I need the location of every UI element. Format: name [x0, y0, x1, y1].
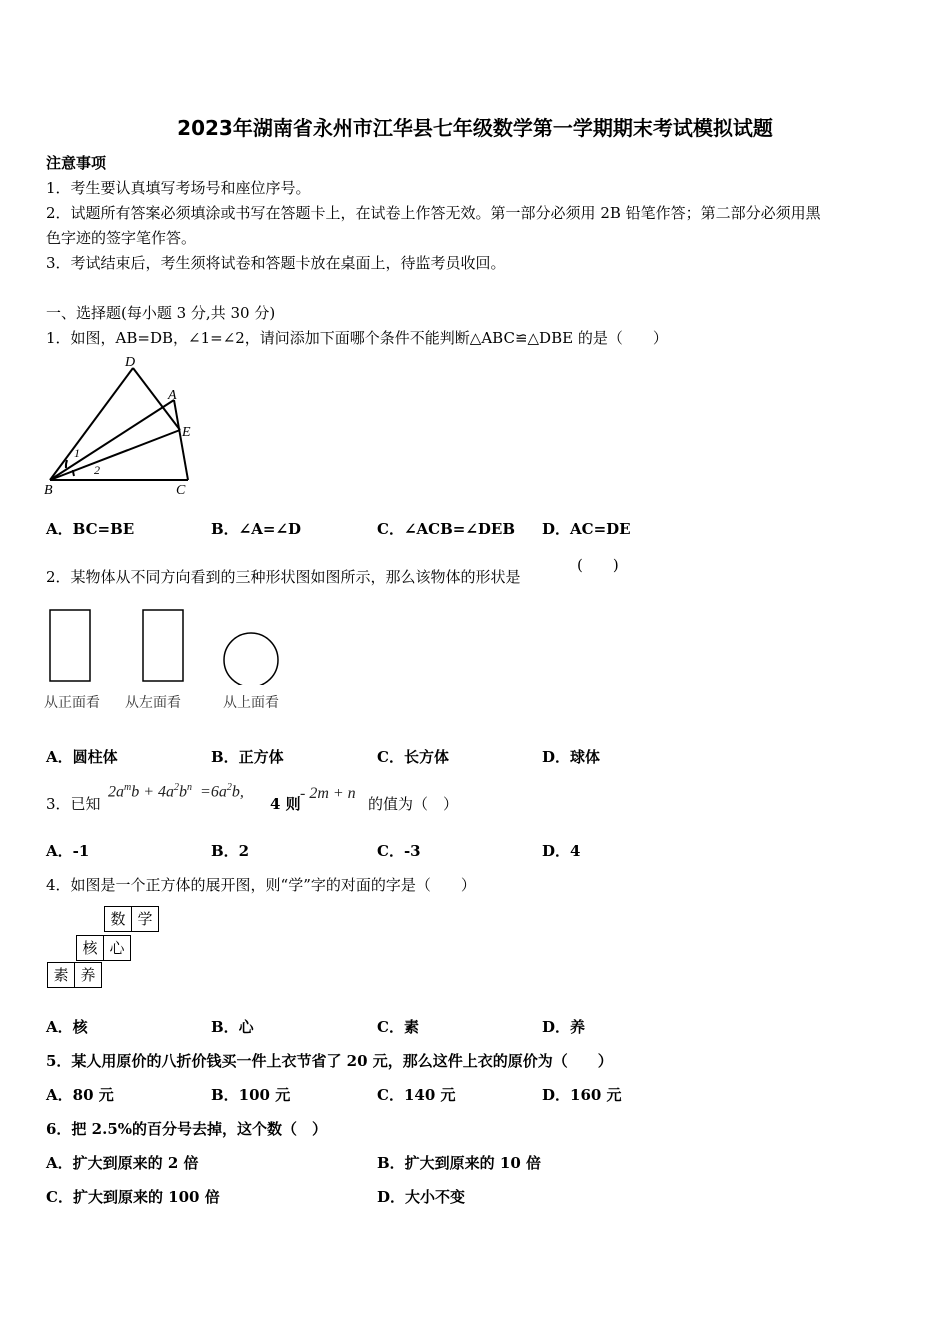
net-cell: 养	[74, 962, 102, 988]
net-cell: 心	[103, 935, 131, 961]
label-b: B	[44, 483, 53, 498]
option: A．-1	[46, 842, 90, 860]
option: D．大小不变	[377, 1188, 466, 1206]
label-d: D	[125, 355, 136, 370]
option: C．-3	[377, 842, 421, 860]
question-1-text: 1．如图，AB=DB，∠1=∠2，请问添加下面哪个条件不能判断△ABC≌△DBE 的是（ ）	[46, 329, 668, 347]
view-label: 从左面看	[125, 695, 181, 711]
label-c: C	[176, 483, 186, 498]
question-3-formula: $2a^mb + 4a^2b^n =6a^2b$,	[108, 782, 244, 801]
option: B．心	[211, 1018, 254, 1036]
front-view-rect	[50, 610, 90, 681]
net-cell: 素	[47, 962, 75, 988]
net-cell: 数	[104, 906, 132, 932]
option: C．长方体	[377, 748, 449, 766]
question-3-expr: - 2m + n	[300, 785, 356, 802]
notice-item: 1．考生要认真填写考场号和座位序号。	[46, 179, 311, 197]
question-3-suffix: 的值为（ ）	[368, 795, 459, 813]
notice-item: 3．考试结束后，考生须将试卷和答题卡放在桌面上，待监考员收回。	[46, 254, 506, 272]
three-views-figure	[44, 605, 294, 685]
question-3-prefix: 3．已知	[46, 795, 101, 813]
page-title: 2023年湖南省永州市江华县七年级数学第一学期期末考试模拟试题	[177, 116, 773, 140]
option: C．素	[377, 1018, 419, 1036]
question-6-text: 6．把 2.5%的百分号去掉，这个数（ ）	[46, 1120, 328, 1138]
option: B．100 元	[211, 1086, 291, 1104]
question-2-text: 2．某物体从不同方向看到的三种形状图如图所示，那么该物体的形状是	[46, 568, 521, 586]
net-cell: 学	[131, 906, 159, 932]
question-5-text: 5．某人用原价的八折价钱买一件上衣节省了 20 元，那么这件上衣的原价为（ ）	[46, 1052, 613, 1070]
option: A．扩大到原来的 2 倍	[46, 1154, 199, 1172]
question-4-text: 4．如图是一个正方体的展开图，则“学”字的对面的字是（ ）	[46, 876, 476, 894]
notice-item: 色字迹的签字笔作答。	[46, 229, 197, 247]
triangle-figure	[40, 352, 200, 500]
option: B．∠A=∠D	[211, 520, 302, 538]
top-view-circle	[224, 633, 278, 685]
option: D．160 元	[542, 1086, 622, 1104]
option: C．140 元	[377, 1086, 456, 1104]
option: C．扩大到原来的 100 倍	[46, 1188, 220, 1206]
label-e: E	[182, 425, 191, 440]
option: A．BC=BE	[46, 520, 135, 538]
option: D．4	[542, 842, 581, 860]
option: B．扩大到原来的 10 倍	[377, 1154, 541, 1172]
option: D．球体	[542, 748, 601, 766]
angle-label-2: 2	[94, 463, 100, 477]
option: D．AC=DE	[542, 520, 631, 538]
net-cell: 核	[76, 935, 104, 961]
question-3-mid: 4 则	[270, 795, 301, 813]
option: A．圆柱体	[46, 748, 118, 766]
view-label: 从上面看	[223, 695, 279, 711]
option: B．正方体	[211, 748, 284, 766]
section-heading: 一、选择题(每小题 3 分,共 30 分)	[46, 304, 276, 322]
option: B．2	[211, 842, 250, 860]
view-label: 从正面看	[44, 695, 100, 711]
angle-label-1: 1	[74, 446, 80, 460]
notice-item: 2．试题所有答案必须填涂或书写在答题卡上，在试卷上作答无效。第一部分必须用 2B 铅笔作答；第二部分必须用黑	[46, 204, 821, 222]
answer-paren: ( )	[577, 556, 619, 574]
option: A．核	[46, 1018, 88, 1036]
option: C．∠ACB=∠DEB	[377, 520, 516, 538]
option: D．养	[542, 1018, 586, 1036]
label-a: A	[168, 388, 177, 403]
notice-heading: 注意事项	[46, 154, 107, 172]
side-view-rect	[143, 610, 183, 681]
option: A．80 元	[46, 1086, 114, 1104]
